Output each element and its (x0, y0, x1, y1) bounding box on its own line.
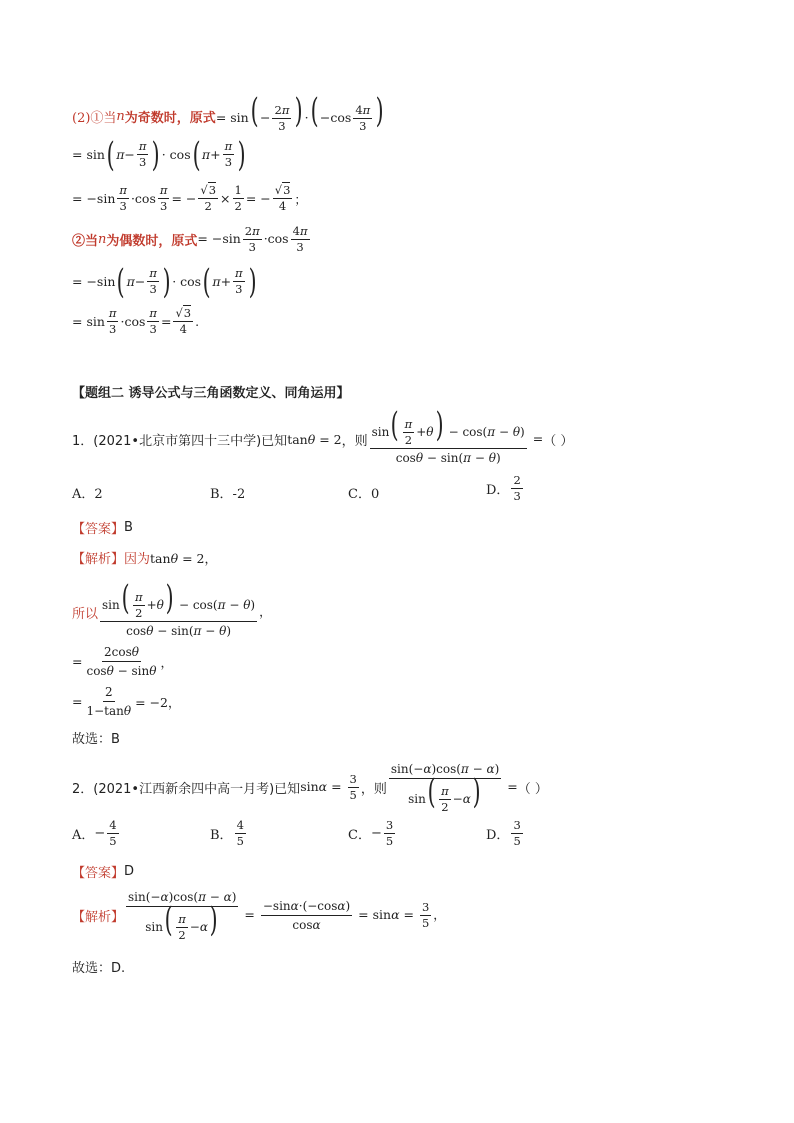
q1-analysis-step1 (72, 578, 272, 640)
q1-blank: （ ） (543, 434, 574, 449)
q1-option-d (486, 473, 525, 504)
case1-line (72, 91, 385, 134)
case2-step2: = −sin ( π − $\frac{\pi}{3}$ ) · cos ( π + $\frac{\pi}{3}$ ) (72, 261, 257, 302)
q1-number: 1． (72, 434, 94, 449)
case1-step3: = −sin $\frac{\pi}{3}$ ·cos $\frac{\pi}{3}$ = − $\frac{√3}{2}$ × $\frac{1}{2}$ = − $\frac{√3}{4}$ ； (72, 183, 307, 213)
q2-option-b-label: B． (210, 828, 233, 843)
case2-step3: = sin $\frac{\pi}{3}$ ·cos $\frac{\pi}{3}$ = $\frac{√3}{4}$ . (72, 306, 200, 336)
q2-blank: （ ） (517, 782, 548, 797)
q2-analysis (72, 888, 446, 943)
q2-option-a-sign: − (94, 826, 106, 841)
q1-analysis-cond: tanθ = 2， (150, 550, 217, 566)
q1-conclusion: 故选：B (72, 732, 120, 747)
q2-option-c-label: C． (348, 828, 371, 843)
q1-step1-math: sin( $\frac{\pi}{2}$ +θ) − cos(π − θ) cosθ − sin(π − θ) ， (102, 578, 272, 638)
q1-answer-value: B (124, 520, 133, 535)
q1-answer-label: 【答案】 (72, 522, 125, 537)
q1-condition-math: tanθ = 2 (287, 432, 342, 447)
q1-answer (72, 518, 133, 537)
q2-option-d (486, 818, 525, 849)
q1-cond: ，则 (341, 434, 368, 449)
q2-conclusion: 故选：D. (72, 961, 126, 976)
case1-n: n (116, 108, 125, 124)
q1-analysis-step3: = $\frac{2}{1-\tan\theta}$ = −2， (72, 685, 181, 718)
q2-answer-value: D (124, 864, 135, 879)
q2-cond: ，则 (360, 782, 387, 797)
q2-analysis-math: sin(−α)cos(π − α) sin( $\frac{\pi}{2}$ −α) = $\frac{-\sin\alpha\cdot(-\cos\alpha)}{\cos\alpha}$ = sinα = $\frac{3}{5}$ ， (128, 890, 446, 942)
q2-stem (72, 760, 548, 815)
q2-condition-math: sinα = $\frac{3}{5}$ (300, 772, 357, 802)
q2-answer (72, 862, 134, 881)
q2-option-a (72, 818, 121, 849)
q2-option-d-den: 5 (513, 834, 521, 848)
case1-step2: = sin ( π − $\frac{\pi}{3}$ ) · cos ( π + $\frac{\pi}{3}$ ) (72, 134, 246, 175)
q2-source: (2021•江西新余四中高一月考)已知 (93, 782, 301, 797)
q2-option-a-den: 5 (109, 834, 117, 848)
q2-expression: sin(−α)cos(π − α) sin( $\frac{\pi}{2}$ −α) = (390, 762, 518, 814)
q1-analysis (72, 548, 217, 567)
case2-label: ②当 (72, 234, 99, 249)
q2-option-b-num: 4 (236, 818, 244, 832)
q1-source: (2021•北京市第四十三中学)已知 (93, 434, 288, 449)
q2-answer-label: 【答案】 (72, 866, 125, 881)
case1-text: 为奇数时，原式 (124, 110, 216, 126)
section-title: 【题组二 诱导公式与三角函数定义、同角运用】 (72, 386, 350, 401)
q2-option-c-sign: − (370, 826, 382, 841)
q1-analysis-step2: = $\frac{2\cos\theta}{\cos\theta - \sin\theta}$ ， (72, 645, 173, 678)
q1-option-d-den: 3 (513, 489, 521, 503)
case2-line (72, 224, 312, 255)
case1-label: (2)①当 (72, 110, 117, 126)
case2-formula: = −sin $\frac{2\pi}{3}$ ·cos $\frac{4\pi}{3}$ (197, 224, 308, 254)
case2-text: 为偶数时，原式 (106, 234, 198, 249)
q1-option-d-num: 2 (513, 473, 521, 487)
q2-number: 2． (72, 782, 94, 797)
q2-option-d-num: 3 (513, 818, 521, 832)
case1-formula: = sin( − $\frac{2\pi}{3}$ ) ·( −cos $\frac{4\pi}{3}$ ) (215, 91, 384, 133)
q2-analysis-label: 【解析】 (72, 910, 125, 925)
q1-option-a: A．2 (72, 487, 103, 502)
q1-option-d-label: D． (486, 483, 510, 498)
q1-so: 所以 (72, 607, 99, 622)
q2-option-b-den: 5 (236, 834, 244, 848)
q2-option-a-label: A． (72, 828, 95, 843)
q1-option-b: B．-2 (210, 487, 246, 502)
q2-option-b (210, 818, 248, 849)
q2-option-c-num: 3 (385, 818, 394, 832)
q1-analysis-label: 【解析】 (72, 552, 125, 567)
q2-option-d-label: D． (486, 828, 510, 843)
q2-option-c (348, 818, 397, 849)
case2-n: n (98, 232, 107, 247)
q1-expression: sin( $\frac{\pi}{2}$ +θ) − cos(π − θ) cosθ − sin(π − θ) = (371, 405, 544, 465)
q1-option-c: C．0 (348, 487, 380, 502)
q2-option-a-num: 4 (109, 818, 117, 832)
q1-analysis-intro: 因为 (124, 552, 151, 567)
q2-option-c-den: 5 (385, 834, 394, 848)
q1-stem (72, 405, 574, 467)
